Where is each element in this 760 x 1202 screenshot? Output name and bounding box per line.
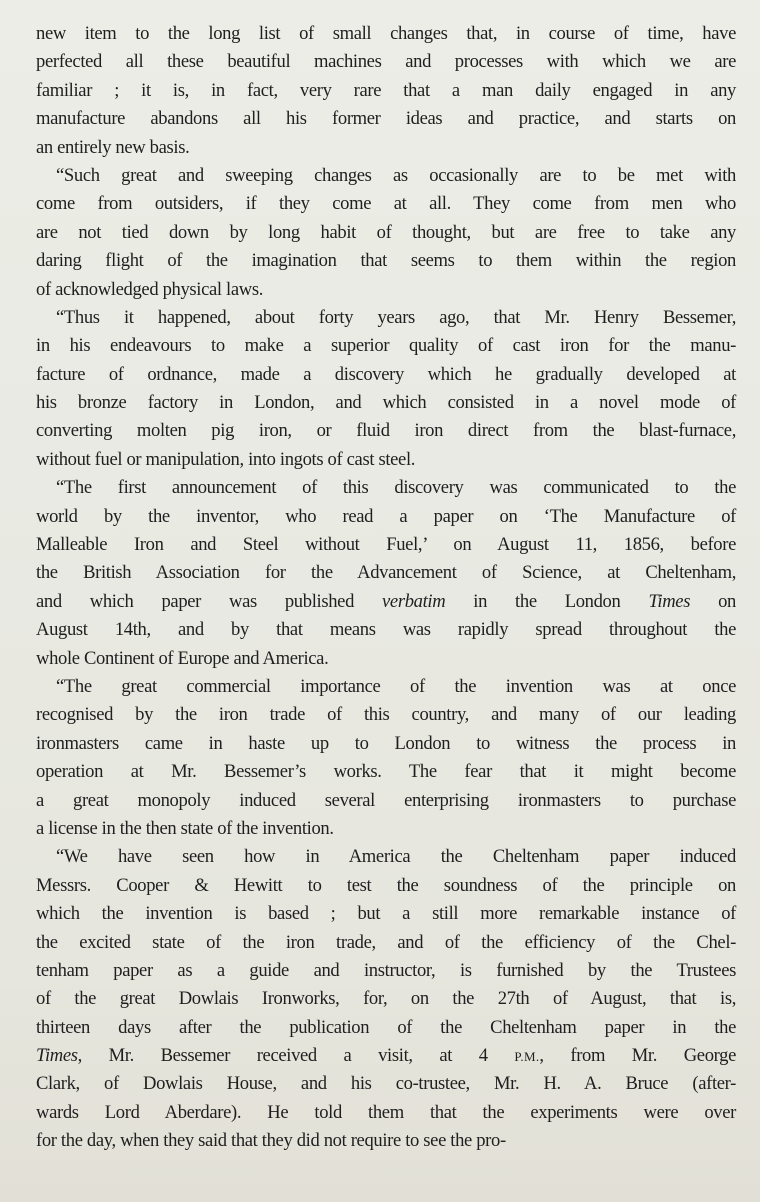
italic-run: Times — [648, 590, 691, 612]
text-run: , Mr. Bessemer received a visit, at 4 — [77, 1045, 515, 1067]
text-line: world by the inventor, who read a paper on ‘The Manufacture of — [36, 505, 736, 527]
text-line: his bronze factory in London, and which consisted in a novel mode of — [36, 392, 736, 414]
text-line: thirteen days after the publication of the Cheltenham paper in the — [36, 1016, 736, 1038]
text-line: perfected all these beautiful machines and processes with which we are — [36, 51, 736, 73]
italic-run: Times — [36, 1045, 78, 1067]
text-line: are not tied down by long habit of thought, but are free to take any — [36, 221, 736, 243]
text-line: “The first announcement of this discovery was communicated to the — [56, 477, 736, 499]
paragraph — [36, 474, 736, 673]
text-line: Malleable Iron and Steel without Fuel,’ on August 11, 1856, before — [36, 534, 736, 556]
text-line: ironmasters came in haste up to London to witness the process in — [36, 732, 736, 754]
paragraph — [36, 20, 736, 162]
small-caps-run: P.M. — [514, 1049, 540, 1065]
text-line: which the invention is based ; but a still more remarkable instance of — [36, 903, 736, 925]
text-line: tenham paper as a guide and instructor, is furnished by the Trustees — [36, 959, 736, 981]
text-line: “We have seen how in America the Cheltenham paper induced — [56, 846, 736, 868]
paragraph — [36, 304, 736, 474]
text-line: daring flight of the imagination that seems to them within the region — [36, 250, 736, 272]
text-line: the British Association for the Advancement of Science, at Cheltenham, — [36, 562, 736, 584]
text-run: on — [690, 590, 736, 612]
text-line: new item to the long list of small changes that, in course of time, have — [36, 23, 736, 44]
text-line: come from outsiders, if they come at all. They come from men who — [36, 193, 736, 215]
text-line: in his endeavours to make a superior quality of cast iron for the manu- — [36, 335, 736, 357]
text-line: without fuel or manipulation, into ingots of cast steel. — [36, 448, 416, 470]
text-line: August 14th, and by that means was rapidly spread throughout the — [36, 619, 736, 641]
text-line: Clark, of Dowlais House, and his co-trustee, Mr. H. A. Bruce (after- — [36, 1073, 736, 1095]
text-line: operation at Mr. Bessemer’s works. The fear that it might become — [36, 761, 736, 783]
text-line — [36, 588, 736, 616]
text-line: facture of ordnance, made a discovery which he gradually developed at — [36, 363, 736, 385]
paragraph — [36, 843, 736, 1155]
text-line: an entirely new basis. — [36, 136, 190, 158]
text-line: the excited state of the iron trade, and of the efficiency of the Chel- — [36, 931, 736, 953]
text-line — [36, 1042, 736, 1070]
text-line: “The great commercial importance of the invention was at once — [56, 675, 736, 697]
text-line: recognised by the iron trade of this country, and many of our leading — [36, 704, 736, 726]
text-line: of the great Dowlais Ironworks, for, on the 27th of August, that is, — [36, 988, 736, 1010]
text-line: Messrs. Cooper & Hewitt to test the soundness of the principle on — [36, 874, 736, 896]
text-line: familiar ; it is, in fact, very rare that a man daily engaged in any — [36, 79, 736, 101]
text-line: of acknowledged physical laws. — [36, 278, 264, 300]
text-line: manufacture abandons all his former ideas and practice, and starts on — [36, 108, 736, 130]
text-run: in the London — [445, 590, 649, 612]
text-line: a great monopoly induced several enterprising ironmasters to purchase — [36, 789, 736, 811]
text-line: “Thus it happened, about forty years ago, that Mr. Henry Bessemer, — [56, 306, 736, 328]
text-run: and which paper was published — [36, 590, 383, 612]
text-line: wards Lord Aberdare). He told them that the experiments were over — [36, 1101, 736, 1123]
paragraph — [36, 162, 736, 304]
text-line: converting molten pig iron, or fluid iron direct from the blast-furnace, — [36, 420, 736, 442]
text-line: for the day, when they said that they did not require to see the pro- — [36, 1130, 506, 1152]
text-run: , from Mr. George — [539, 1045, 736, 1067]
text-line: whole Continent of Europe and America. — [36, 647, 329, 669]
text-line: “Such great and sweeping changes as occasionally are to be met with — [56, 164, 736, 186]
body-text — [36, 20, 736, 1156]
text-line: a license in the then state of the invention. — [36, 817, 334, 839]
paragraph — [36, 673, 736, 843]
italic-run: verbatim — [382, 590, 446, 612]
